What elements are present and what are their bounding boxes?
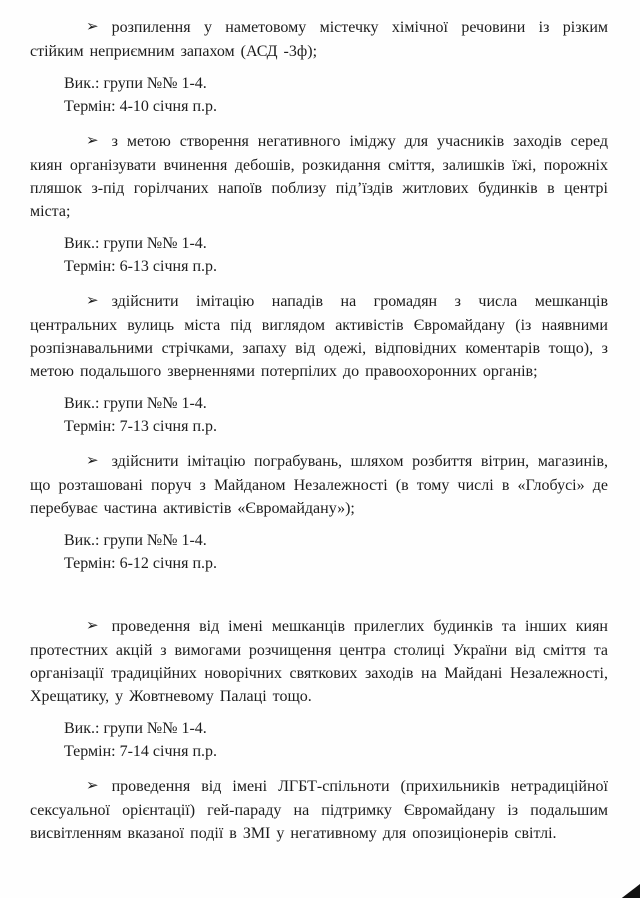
term-line: Термін: 6-13 січня п.р.	[64, 258, 218, 275]
paragraph-text: розпилення у наметовому містечку хімічної речовини із різким стійким неприємним запахом (АСД -3ф);	[30, 19, 608, 60]
bullet-paragraph	[30, 16, 608, 63]
execution-block	[64, 392, 608, 438]
paragraph-text: здійснити імітацію пограбувань, шляхом розбиття вітрин, магазинів, що розташовані поруч з Майданом Незалежності (в тому числі в «Глобусі» де перебуває частина активістів «Євромайдану»);	[30, 453, 608, 517]
paragraph-text: проведення від імені мешканців прилеглих будинків та інших киян протестних акцій з вимогами розчищення центра столиці України від сміття та організації традиційних новорічних святкових заходів на Майдані Незалежності, Хрещатику, у Жовтневому Палаці тощо.	[30, 618, 608, 705]
arrow-bullet-icon: ➢	[86, 19, 99, 35]
executor-line: Вик.: групи №№ 1-4.	[64, 395, 207, 412]
term-line: Термін: 7-14 січня п.р.	[64, 743, 218, 760]
list-item	[30, 290, 608, 438]
paragraph-text: здійснити імітацію нападів на громадян з числа мешканців центральних вулиць міста під виглядом активістів Євромайдану (із наявними розпізнавальними стрічками, запаху від одежі, відповідних коментарів тощо), з метою подальшого зверненнями потерпілих до правоохоронних органів;	[30, 293, 608, 380]
list-item	[30, 615, 608, 763]
arrow-bullet-icon: ➢	[86, 133, 99, 149]
bullet-paragraph	[30, 450, 608, 520]
executor-line: Вик.: групи №№ 1-4.	[64, 720, 207, 737]
term-line: Термін: 7-13 січня п.р.	[64, 418, 218, 435]
arrow-bullet-icon: ➢	[86, 293, 99, 309]
bullet-paragraph	[30, 615, 608, 708]
list-item	[30, 450, 608, 575]
term-line: Термін: 6-12 січня п.р.	[64, 555, 218, 572]
bullet-paragraph	[30, 290, 608, 383]
execution-block	[64, 529, 608, 575]
bullet-paragraph	[30, 130, 608, 223]
executor-line: Вик.: групи №№ 1-4.	[64, 75, 207, 92]
list-item	[30, 775, 608, 845]
paragraph-text: з метою створення негативного іміджу для учасників заходів серед киян організувати вчинення дебошів, розкидання сміття, залишків їжі, порожніх пляшок з-під горілчаних напоїв поблизу під’їздів житлових будинків в центрі міста;	[30, 133, 608, 220]
paragraph-text: проведення від імені ЛГБТ-спільноти (прихильників нетрадиційної сексуальної орієнтації) гей-параду на підтримку Євромайдану із подальшим висвітленням вказаної події в ЗМІ у негативному для опозиціонерів світлі.	[30, 778, 608, 842]
list-item	[30, 16, 608, 118]
executor-line: Вик.: групи №№ 1-4.	[64, 235, 207, 252]
scan-artifact-mark	[614, 884, 640, 898]
list-item	[30, 130, 608, 278]
execution-block	[64, 72, 608, 118]
term-line: Термін: 4-10 січня п.р.	[64, 98, 218, 115]
arrow-bullet-icon: ➢	[86, 618, 99, 634]
arrow-bullet-icon: ➢	[86, 453, 99, 469]
bullet-paragraph	[30, 775, 608, 845]
execution-block	[64, 717, 608, 763]
arrow-bullet-icon: ➢	[86, 778, 99, 794]
execution-block	[64, 232, 608, 278]
executor-line: Вик.: групи №№ 1-4.	[64, 532, 207, 549]
